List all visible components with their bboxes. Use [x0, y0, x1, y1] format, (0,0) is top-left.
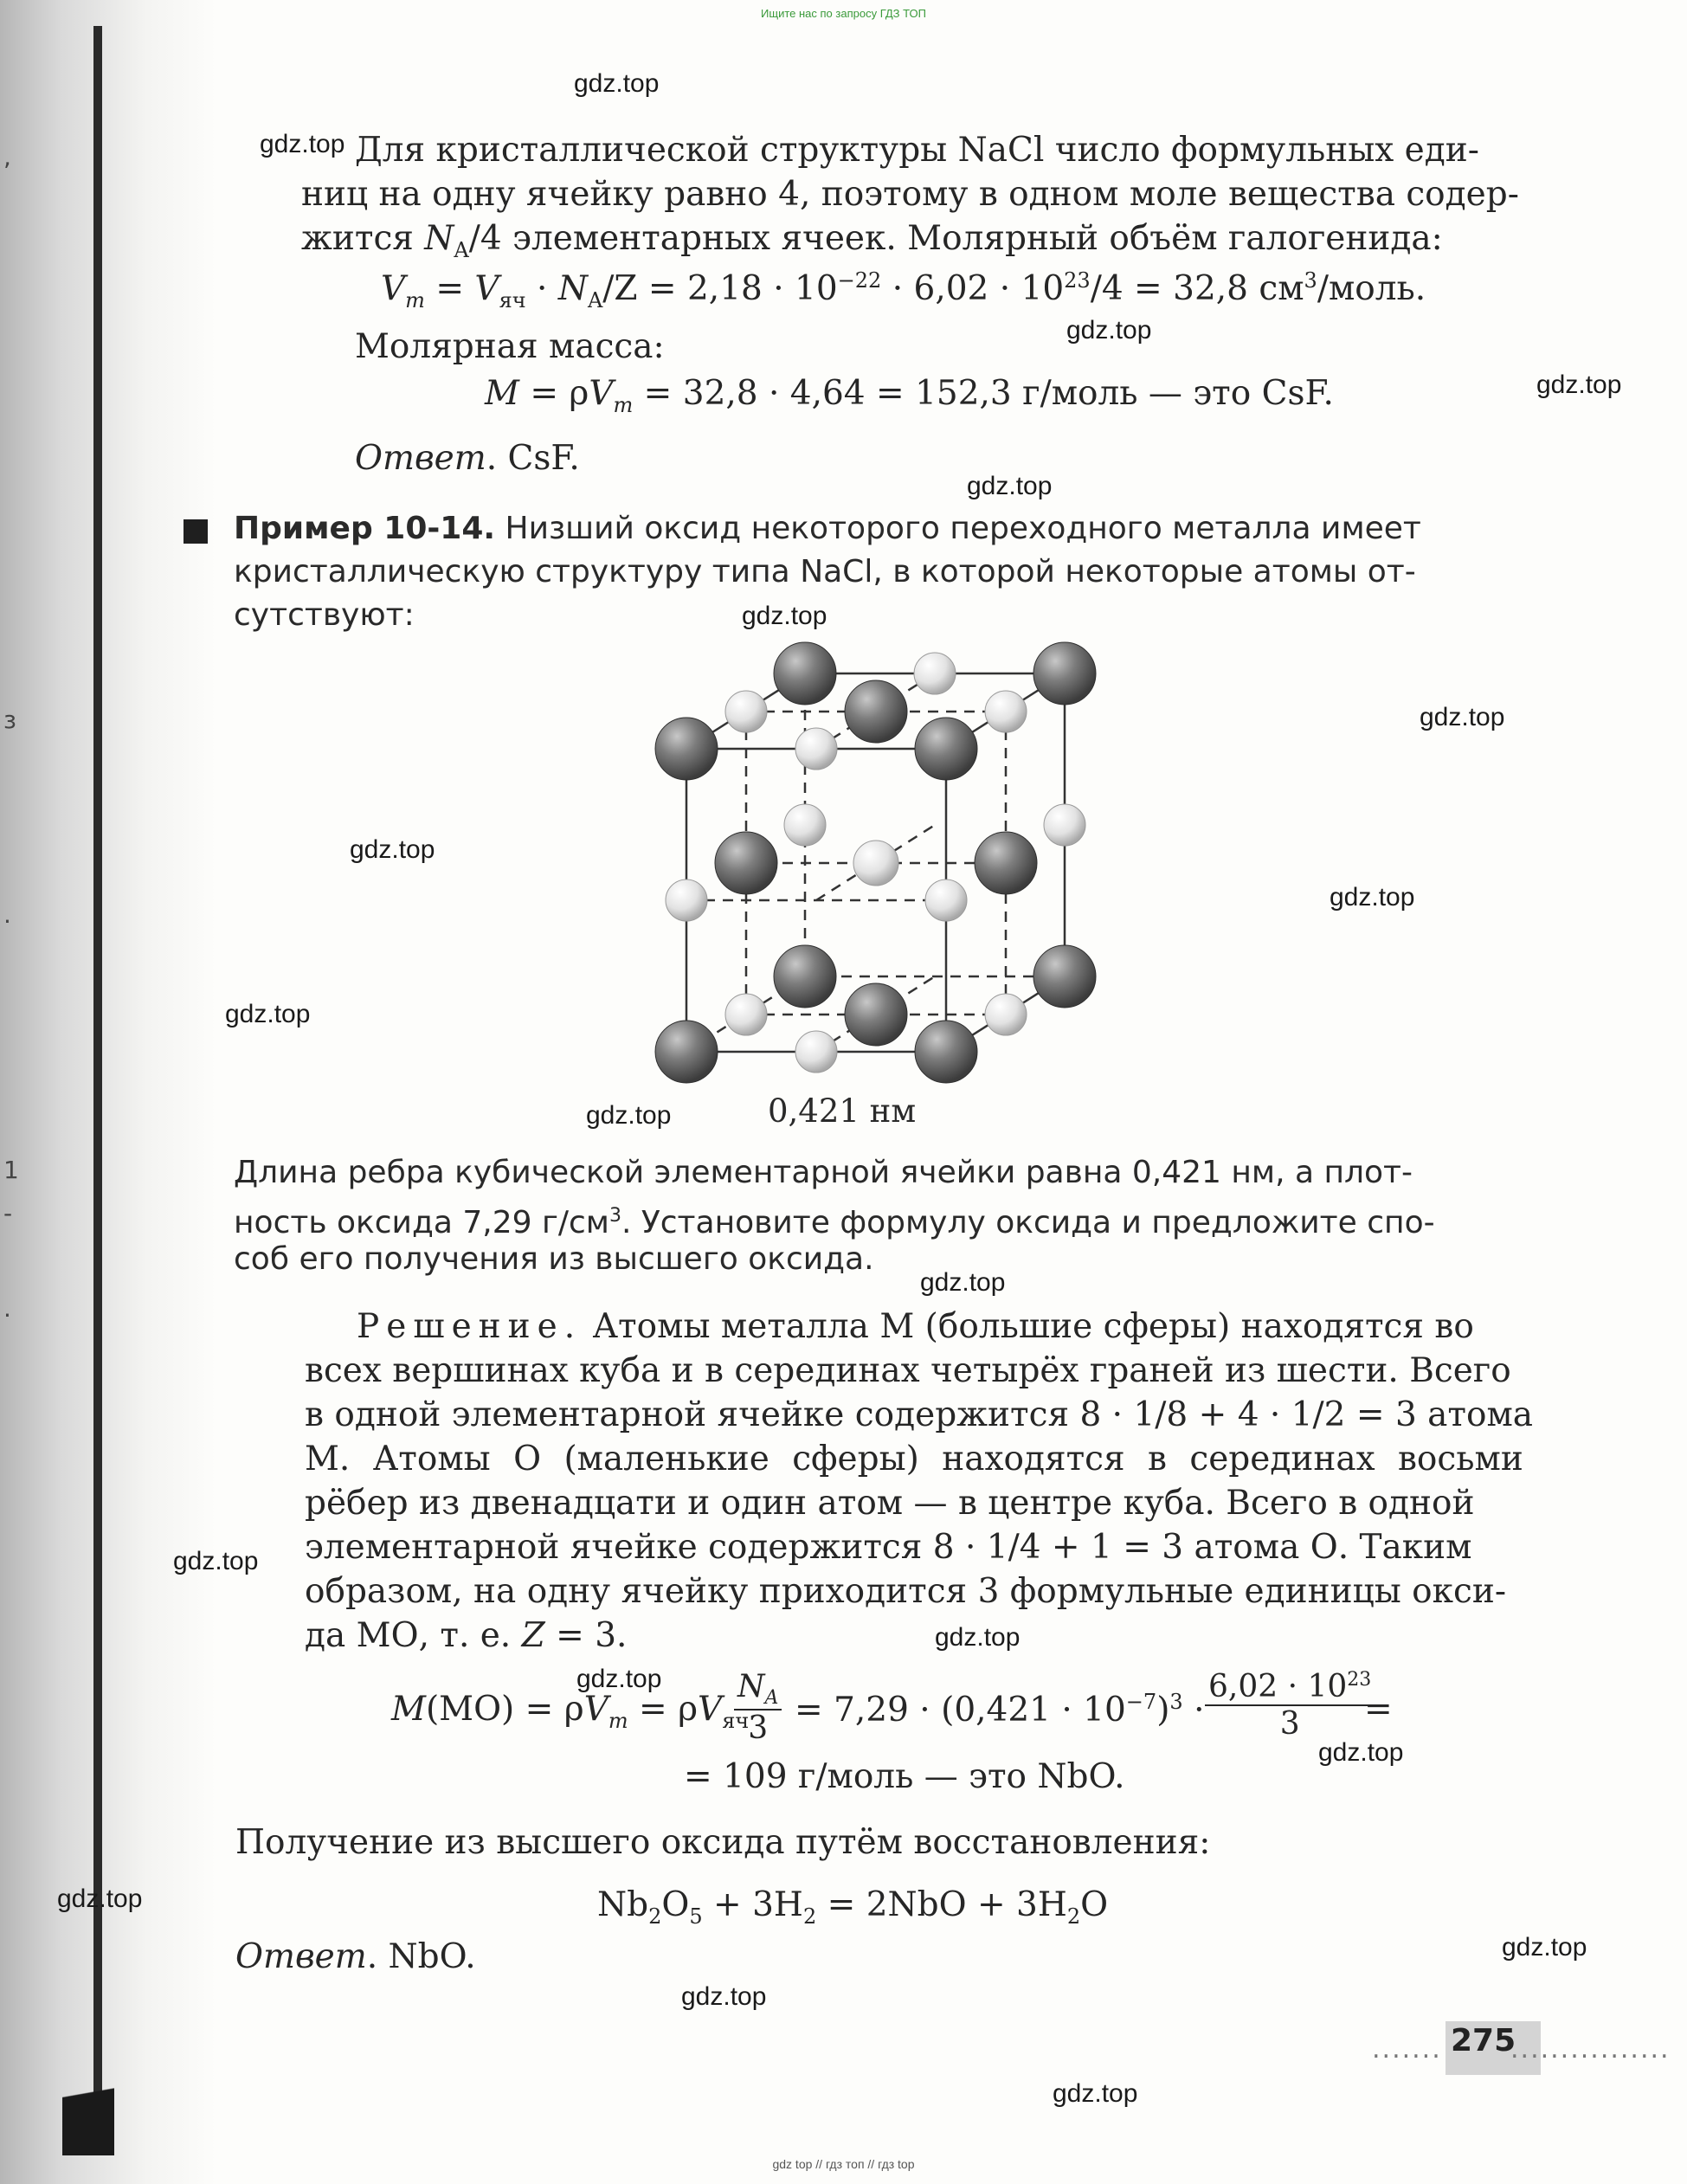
equation-molar-volume: $V_m = V_{яч} \cdot N_A/Z = 2,18 \cdot 10^{-22} \cdot 6,02 \cdot 10^{23}/4 = 32,8$ $см^3$/моль.	[381, 268, 1426, 312]
watermark: gdz.top	[576, 1665, 662, 1693]
solution-line-7: образом, на одну ячейку приходится 3 формульные единицы окси-	[305, 1572, 1507, 1611]
equation-molar-mass: $M = \rho V_m = 32,8 \cdot 4,64 = 152,3$ г/моль — это CsF.	[485, 374, 1334, 417]
edge-mark: -	[3, 1199, 13, 1227]
solution-line-2: всех вершинах куба и в серединах четырёх граней из шести. Всего	[305, 1351, 1511, 1390]
watermark: gdz.top	[681, 1982, 767, 2011]
solution-line-4: М. Атомы О (маленькие сферы) находятся в серединах восьми	[305, 1440, 1523, 1479]
molar-mass-label: Молярная масса:	[355, 327, 665, 366]
watermark: gdz.top	[935, 1623, 1021, 1652]
footer-dots-right: ................	[1510, 2034, 1671, 2065]
watermark: gdz.top	[742, 602, 827, 630]
watermark: gdz.top	[1053, 2079, 1138, 2108]
watermark: gdz.top	[350, 835, 435, 864]
top-banner[interactable]: Ищите нас по запросу ГДЗ ТОП	[761, 7, 926, 20]
watermark: gdz.top	[173, 1547, 259, 1575]
answer-1: Ответ. CsF.	[355, 439, 580, 478]
equation-equals: =	[1364, 1690, 1393, 1729]
watermark: gdz.top	[1502, 1933, 1587, 1962]
equation-result: = 109 г/моль — это NbO.	[684, 1757, 1125, 1796]
equation-density-term: = $7,29 \cdot (0,421 \cdot 10^{-7})^3$ ·	[795, 1690, 1205, 1730]
intro-line-2: ниц на одну ячейку равно 4, поэтому в одном моле вещества содер-	[301, 175, 1519, 214]
watermark: gdz.top	[1318, 1738, 1404, 1767]
solution-line-8: да МО, т. е. Z = 3.	[305, 1616, 628, 1655]
solution-line-3: в одной элементарной ячейке содержится 8 · 1/8 + 4 · 1/2 = 3 атома	[305, 1395, 1534, 1434]
book-spine-shadow	[0, 0, 216, 2184]
edge-mark: ,	[3, 143, 11, 171]
problem-line-2: ность оксида 7,29 $г/см^3$. Установите формулу оксида и предложите спо-	[234, 1205, 1435, 1240]
fraction-na-over-3: $\frac{N_A}{3}$	[734, 1669, 782, 1746]
edge-mark: .	[3, 900, 11, 929]
book-spine-line	[93, 26, 102, 2129]
watermark: gdz.top	[967, 472, 1053, 500]
edge-length-label: 0,421 нм	[768, 1092, 917, 1130]
watermark: gdz.top	[1330, 883, 1415, 912]
problem-line-3: соб его получения из высшего оксида.	[234, 1241, 874, 1277]
watermark: gdz.top	[920, 1268, 1006, 1297]
example-line-1: Пример 10-14. Низший оксид некоторого переходного металла имеет	[234, 511, 1421, 546]
page-number: 275	[1451, 2023, 1516, 2058]
bottom-banner[interactable]: gdz top // гдз топ // гдз top	[772, 2157, 915, 2171]
watermark: gdz.top	[225, 1000, 311, 1028]
crystal-cell-figure	[632, 636, 1169, 1104]
watermark: gdz.top	[57, 1884, 143, 1913]
reduction-label: Получение из высшего оксида путём восстановления:	[235, 1823, 1211, 1862]
equation-molar-mass-oxide: $M(MO) = \rho V_m = \rho V_{яч}$	[391, 1690, 750, 1733]
solution-line-5: рёбер из двенадцати и один атом — в центре куба. Всего в одной	[305, 1484, 1475, 1523]
edge-mark: з	[3, 705, 16, 734]
solution-line-1: Решение. Атомы металла М (большие сферы) находятся во	[357, 1307, 1474, 1346]
watermark: gdz.top	[260, 130, 345, 158]
answer-2: Ответ. NbO.	[235, 1937, 476, 1976]
solution-line-6: элементарной ячейке содержится 8 · 1/4 + 1 = 3 атома О. Таким	[305, 1528, 1472, 1567]
watermark: gdz.top	[586, 1101, 672, 1130]
reaction-equation: $Nb_2O_5 + 3H_2 = 2NbO + 3H_2O$	[597, 1885, 1109, 1929]
watermark: gdz.top	[1536, 370, 1622, 399]
problem-line-1: Длина ребра кубической элементарной ячейки равна 0,421 нм, а плот-	[234, 1155, 1413, 1190]
edge-mark: .	[3, 1294, 11, 1323]
fraction-avogadro-over-3: $\frac{6,02 \cdot 10^{23}}{3}$	[1205, 1669, 1375, 1742]
example-line-3: сутствуют:	[234, 597, 415, 633]
watermark: gdz.top	[1066, 316, 1152, 345]
book-spine-foot	[62, 2052, 114, 2155]
watermark: gdz.top	[1420, 703, 1505, 731]
example-bullet-icon	[184, 519, 208, 544]
intro-line-3: жится $N_A/4$ элементарных ячеек. Молярный объём галогенида:	[301, 219, 1443, 262]
intro-line-1: Для кристаллической структуры NaCl число формульных еди-	[355, 131, 1479, 170]
watermark: gdz.top	[574, 69, 660, 98]
example-line-2: кристаллическую структуру типа NaCl, в которой некоторые атомы от-	[234, 554, 1416, 589]
edge-mark: 1	[3, 1156, 19, 1184]
footer-dots-left: .......	[1372, 2034, 1442, 2065]
